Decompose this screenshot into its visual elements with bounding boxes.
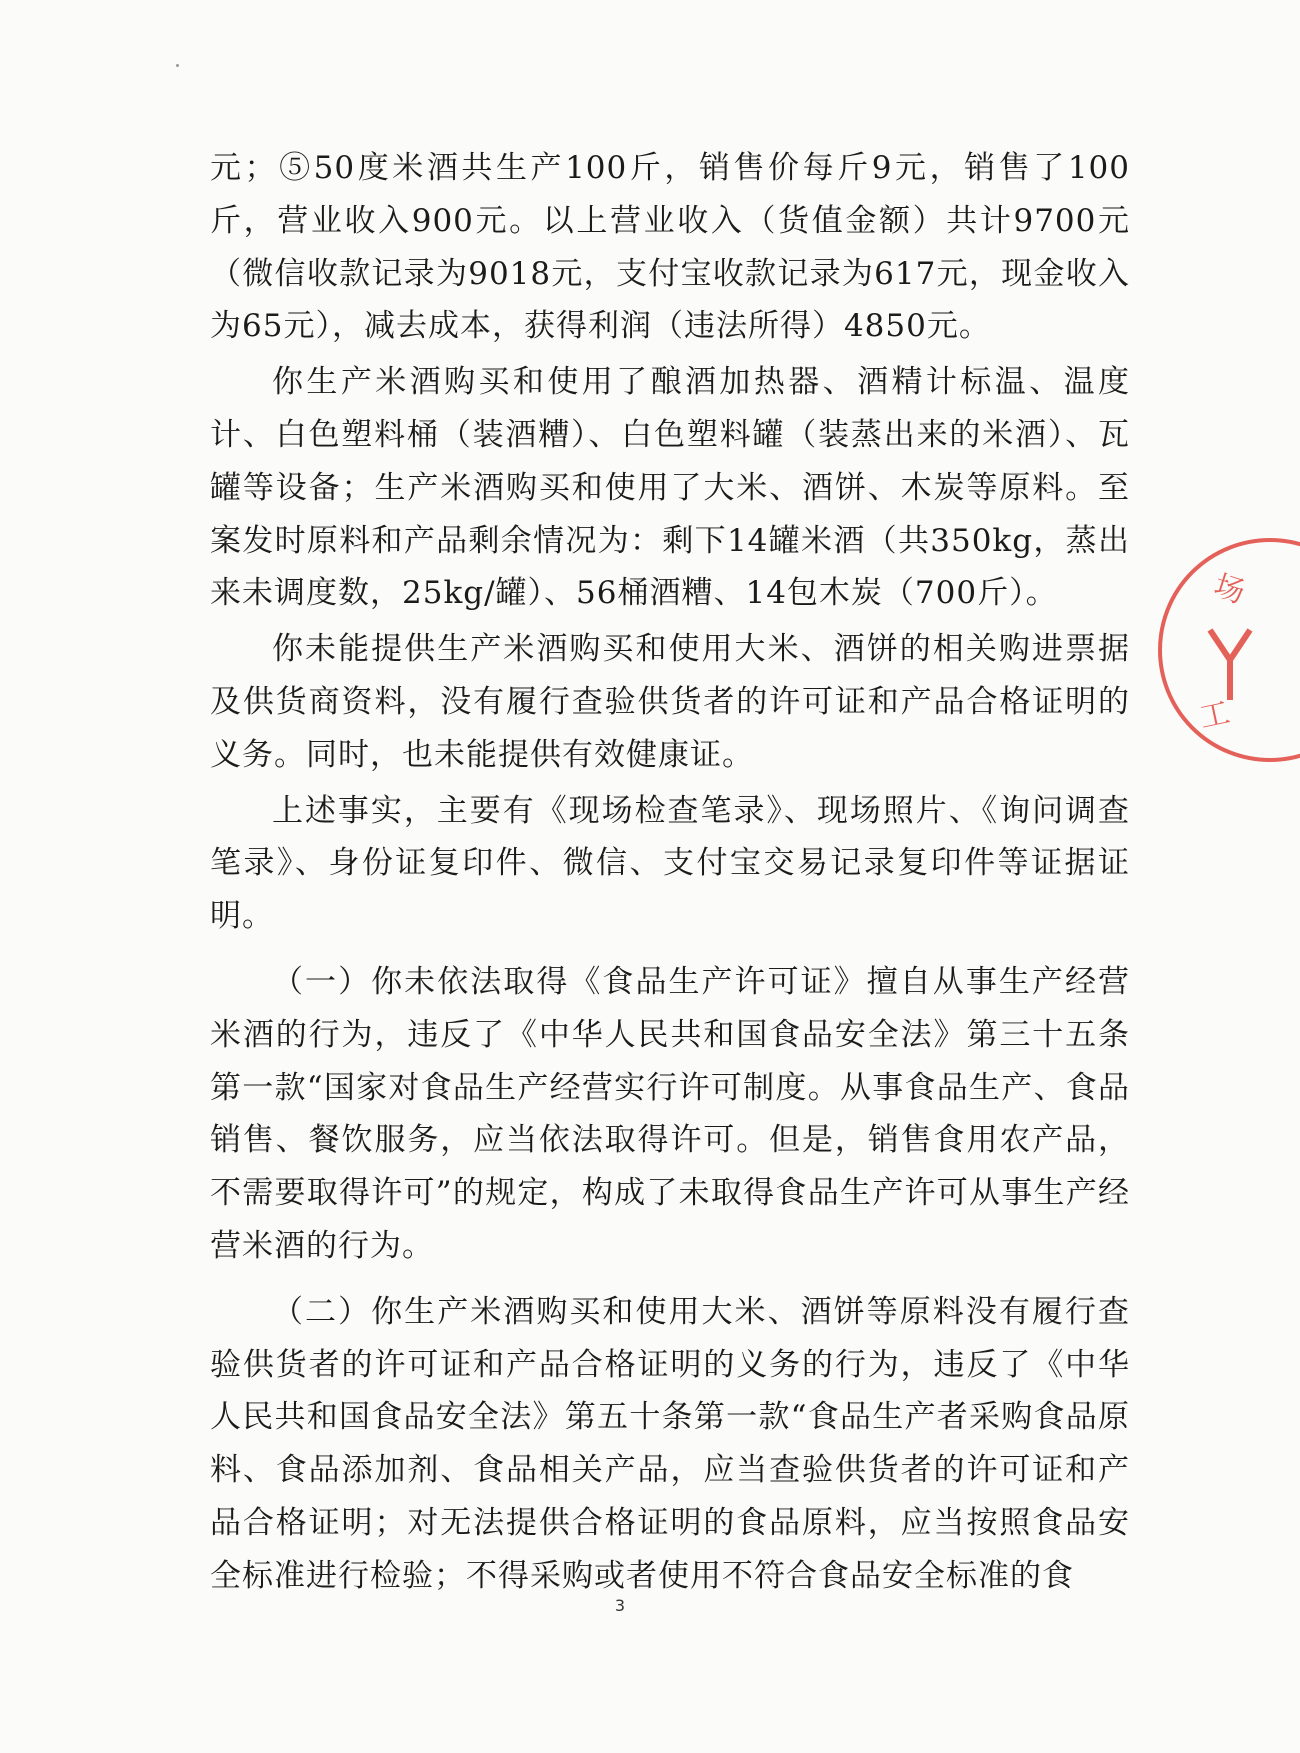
paragraph-1: 元；⑤50度米酒共生产100斤，销售价每斤9元，销售了100斤，营业收入900元。以上营业收入（货值金额）共计9700元（微信收款记录为9018元，支付宝收款记录为617元，现金收入为65元），减去成本，获得利润（违法所得）4850元。 — [210, 150, 1130, 345]
paragraph-5: （一）你未依法取得《食品生产许可证》擅自从事生产经营米酒的行为，违反了《中华人民共和国食品安全法》第三十五条第一款“国家对食品生产经营实行许可制度。从事食品生产、食品销售、餐饮服务，应当依法取得许可。但是，销售食用农产品，不需要取得许可”的规定，构成了未取得食品生产许可从事生产经营米酒的行为。 — [210, 963, 1130, 1264]
paragraph-6: （二）你生产米酒购买和使用大米、酒饼等原料没有履行查验供货者的许可证和产品合格证明的义务的行为，违反了《中华人民共和国食品安全法》第五十条第一款“食品生产者采购食品原料、食品添加剂、食品相关产品，应当查验供货者的许可证和产品合格证明；对无法提供合格证明的食品原料，应当按照食品安全标准进行检验；不得采购或者使用不符合食品安全标准的食 — [210, 1293, 1130, 1594]
official-seal-stamp — [1150, 530, 1300, 770]
scan-speck — [176, 64, 179, 67]
paragraph-3: 你未能提供生产米酒购买和使用大米、酒饼的相关购进票据及供货商资料，没有履行查验供货者的许可证和产品合格证明的义务。同时，也未能提供有效健康证。 — [210, 631, 1130, 773]
document-body — [210, 142, 1130, 1603]
paragraph-4: 上述事实，主要有《现场检查笔录》、现场照片、《询问调查笔录》、身份证复印件、微信、支付宝交易记录复印件等证据证明。 — [210, 792, 1130, 935]
page-number: 3 — [614, 1596, 626, 1615]
svg-text:场: 场 — [1209, 568, 1249, 611]
svg-text:工: 工 — [1196, 695, 1234, 736]
paragraph-2: 你生产米酒购买和使用了酿酒加热器、酒精计标温、温度计、白色塑料桶（装酒糟）、白色塑料罐（装蒸出来的米酒）、瓦罐等设备；生产米酒购买和使用了大米、酒饼、木炭等原料。至案发时原料和产品剩余情况为：剩下14罐米酒（共350kg，蒸出来未调度数，25kg/罐）、56桶酒糟、14包木炭（700斤）。 — [210, 364, 1130, 612]
